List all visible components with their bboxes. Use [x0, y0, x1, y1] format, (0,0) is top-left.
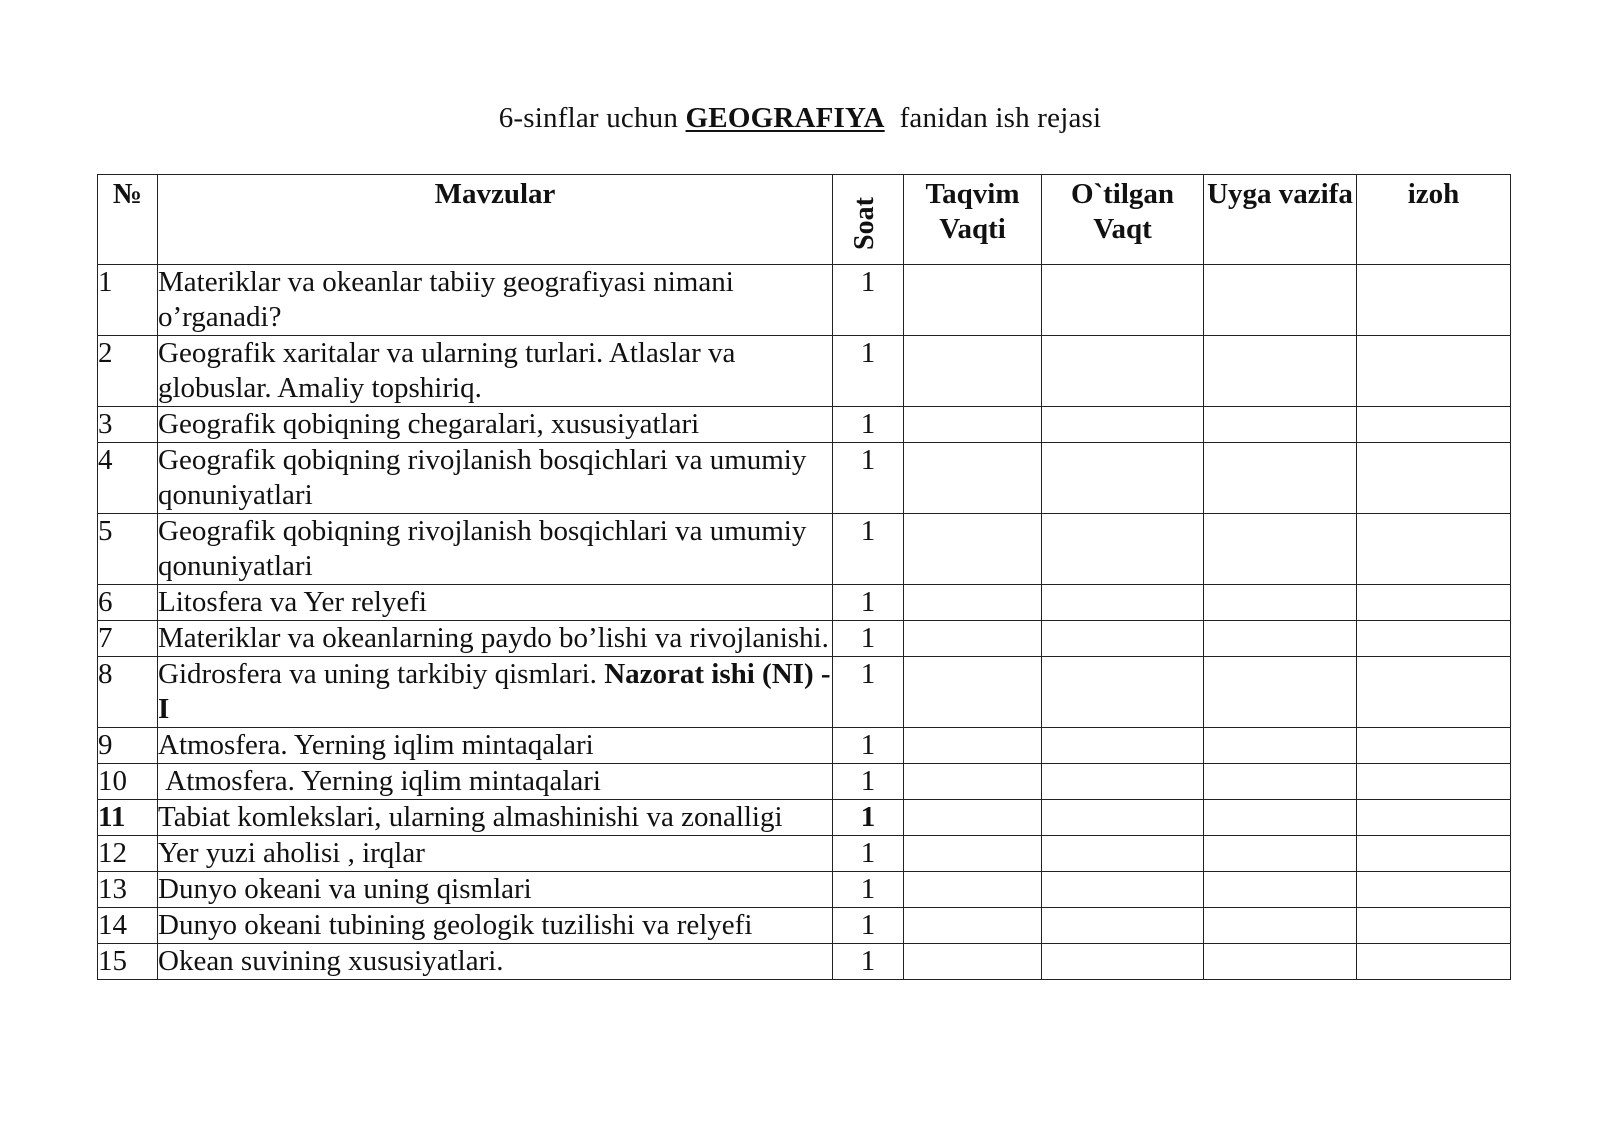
row-hours: 1 [833, 800, 904, 836]
row-homework [1204, 728, 1357, 764]
header-calendar-time: Taqvim Vaqti [904, 175, 1042, 265]
row-hours: 1 [833, 443, 904, 514]
header-topics: Mavzular [158, 175, 833, 265]
table-row [98, 836, 1511, 872]
table-row [98, 728, 1511, 764]
row-calendar-time [904, 657, 1042, 728]
row-hours: 1 [833, 585, 904, 621]
row-hours: 1 [833, 944, 904, 980]
row-homework [1204, 908, 1357, 944]
row-number: 11 [98, 800, 158, 836]
header-hours-label: Soat [849, 197, 880, 250]
row-hours: 1 [833, 265, 904, 336]
header-row [98, 175, 1511, 265]
row-topic: Tabiat komlekslari, ularning almashinishi va zonalligi [158, 800, 833, 836]
row-number: 7 [98, 621, 158, 657]
row-homework [1204, 407, 1357, 443]
row-number: 5 [98, 514, 158, 585]
row-note [1357, 265, 1511, 336]
row-calendar-time [904, 621, 1042, 657]
row-homework [1204, 836, 1357, 872]
row-passed-time [1042, 764, 1204, 800]
row-hours: 1 [833, 407, 904, 443]
row-number: 4 [98, 443, 158, 514]
title-subject: GEOGRAFIYA [685, 102, 885, 134]
row-note [1357, 443, 1511, 514]
row-number: 15 [98, 944, 158, 980]
table-row [98, 764, 1511, 800]
table-row [98, 514, 1511, 585]
row-topic: Dunyo okeani va uning qismlari [158, 872, 833, 908]
row-calendar-time [904, 514, 1042, 585]
row-topic-text: Gidrosfera va uning tarkibiy qismlari. [158, 658, 597, 690]
row-number: 12 [98, 836, 158, 872]
row-passed-time [1042, 514, 1204, 585]
row-calendar-time [904, 265, 1042, 336]
row-note [1357, 800, 1511, 836]
row-note [1357, 585, 1511, 621]
row-calendar-time [904, 872, 1042, 908]
row-calendar-time [904, 585, 1042, 621]
row-homework [1204, 514, 1357, 585]
table-row [98, 872, 1511, 908]
row-note [1357, 728, 1511, 764]
row-note [1357, 944, 1511, 980]
lesson-plan-table [97, 174, 1511, 980]
row-hours: 1 [833, 908, 904, 944]
table-row [98, 265, 1511, 336]
row-topic: Geografik qobiqning rivojlanish bosqichlari va umumiy qonuniyatlari [158, 443, 833, 514]
row-topic: Atmosfera. Yerning iqlim mintaqalari [158, 764, 833, 800]
row-homework [1204, 265, 1357, 336]
row-topic: Atmosfera. Yerning iqlim mintaqalari [158, 728, 833, 764]
row-topic: Dunyo okeani tubining geologik tuzilishi va relyefi [158, 908, 833, 944]
row-homework [1204, 585, 1357, 621]
row-homework [1204, 764, 1357, 800]
page-title [0, 102, 1600, 135]
row-passed-time [1042, 908, 1204, 944]
row-homework [1204, 657, 1357, 728]
row-topic: Okean suvining xususiyatlari. [158, 944, 833, 980]
row-hours: 1 [833, 764, 904, 800]
row-note [1357, 514, 1511, 585]
row-topic: Geografik qobiqning rivojlanish bosqichlari va umumiy qonuniyatlari [158, 514, 833, 585]
row-note [1357, 872, 1511, 908]
row-calendar-time [904, 800, 1042, 836]
row-topic: Materiklar va okeanlar tabiiy geografiyasi nimani o’rganadi? [158, 265, 833, 336]
row-passed-time [1042, 944, 1204, 980]
row-passed-time [1042, 728, 1204, 764]
row-passed-time [1042, 800, 1204, 836]
row-homework [1204, 872, 1357, 908]
row-number: 13 [98, 872, 158, 908]
row-calendar-time [904, 407, 1042, 443]
row-hours: 1 [833, 336, 904, 407]
row-calendar-time [904, 908, 1042, 944]
row-passed-time [1042, 621, 1204, 657]
row-homework [1204, 621, 1357, 657]
row-homework [1204, 336, 1357, 407]
row-hours: 1 [833, 728, 904, 764]
table-row [98, 443, 1511, 514]
header-homework: Uyga vazifa [1204, 175, 1357, 265]
row-hours: 1 [833, 872, 904, 908]
row-calendar-time [904, 836, 1042, 872]
table-row [98, 336, 1511, 407]
row-topic: Yer yuzi aholisi , irqlar [158, 836, 833, 872]
row-number: 1 [98, 265, 158, 336]
row-number: 8 [98, 657, 158, 728]
title-suffix: fanidan ish rejasi [899, 102, 1102, 134]
row-passed-time [1042, 265, 1204, 336]
row-calendar-time [904, 336, 1042, 407]
row-passed-time [1042, 443, 1204, 514]
row-hours: 1 [833, 514, 904, 585]
row-note [1357, 336, 1511, 407]
header-passed-time: O`tilgan Vaqt [1042, 175, 1204, 265]
table-row [98, 585, 1511, 621]
row-hours: 1 [833, 836, 904, 872]
table-row [98, 908, 1511, 944]
row-topic: Geografik xaritalar va ularning turlari. Atlaslar va globuslar. Amaliy topshiriq. [158, 336, 833, 407]
header-hours [833, 175, 904, 265]
row-passed-time [1042, 585, 1204, 621]
row-number: 10 [98, 764, 158, 800]
row-note [1357, 621, 1511, 657]
row-calendar-time [904, 944, 1042, 980]
row-passed-time [1042, 657, 1204, 728]
title-prefix: 6-sinflar uchun [498, 102, 679, 134]
row-topic: Litosfera va Yer relyefi [158, 585, 833, 621]
row-homework [1204, 800, 1357, 836]
header-note: izoh [1357, 175, 1511, 265]
row-topic: Geografik qobiqning chegaralari, xususiyatlari [158, 407, 833, 443]
row-hours: 1 [833, 621, 904, 657]
row-passed-time [1042, 336, 1204, 407]
table-row [98, 800, 1511, 836]
table-row [98, 657, 1511, 728]
row-note [1357, 908, 1511, 944]
header-number: № [98, 175, 158, 265]
row-number: 6 [98, 585, 158, 621]
row-calendar-time [904, 443, 1042, 514]
row-number: 9 [98, 728, 158, 764]
row-passed-time [1042, 407, 1204, 443]
row-note [1357, 407, 1511, 443]
row-passed-time [1042, 836, 1204, 872]
row-number: 2 [98, 336, 158, 407]
row-topic [158, 657, 833, 728]
table-row [98, 944, 1511, 980]
row-note [1357, 764, 1511, 800]
row-topic-bold: Nazorat ishi (NI) -I [158, 658, 831, 725]
table-row [98, 407, 1511, 443]
row-passed-time [1042, 872, 1204, 908]
row-hours: 1 [833, 657, 904, 728]
row-number: 3 [98, 407, 158, 443]
row-number: 14 [98, 908, 158, 944]
row-topic: Materiklar va okeanlarning paydo bo’lishi va rivojlanishi. [158, 621, 833, 657]
row-calendar-time [904, 764, 1042, 800]
row-calendar-time [904, 728, 1042, 764]
row-note [1357, 836, 1511, 872]
row-homework [1204, 443, 1357, 514]
row-note [1357, 657, 1511, 728]
table-row [98, 621, 1511, 657]
row-homework [1204, 944, 1357, 980]
